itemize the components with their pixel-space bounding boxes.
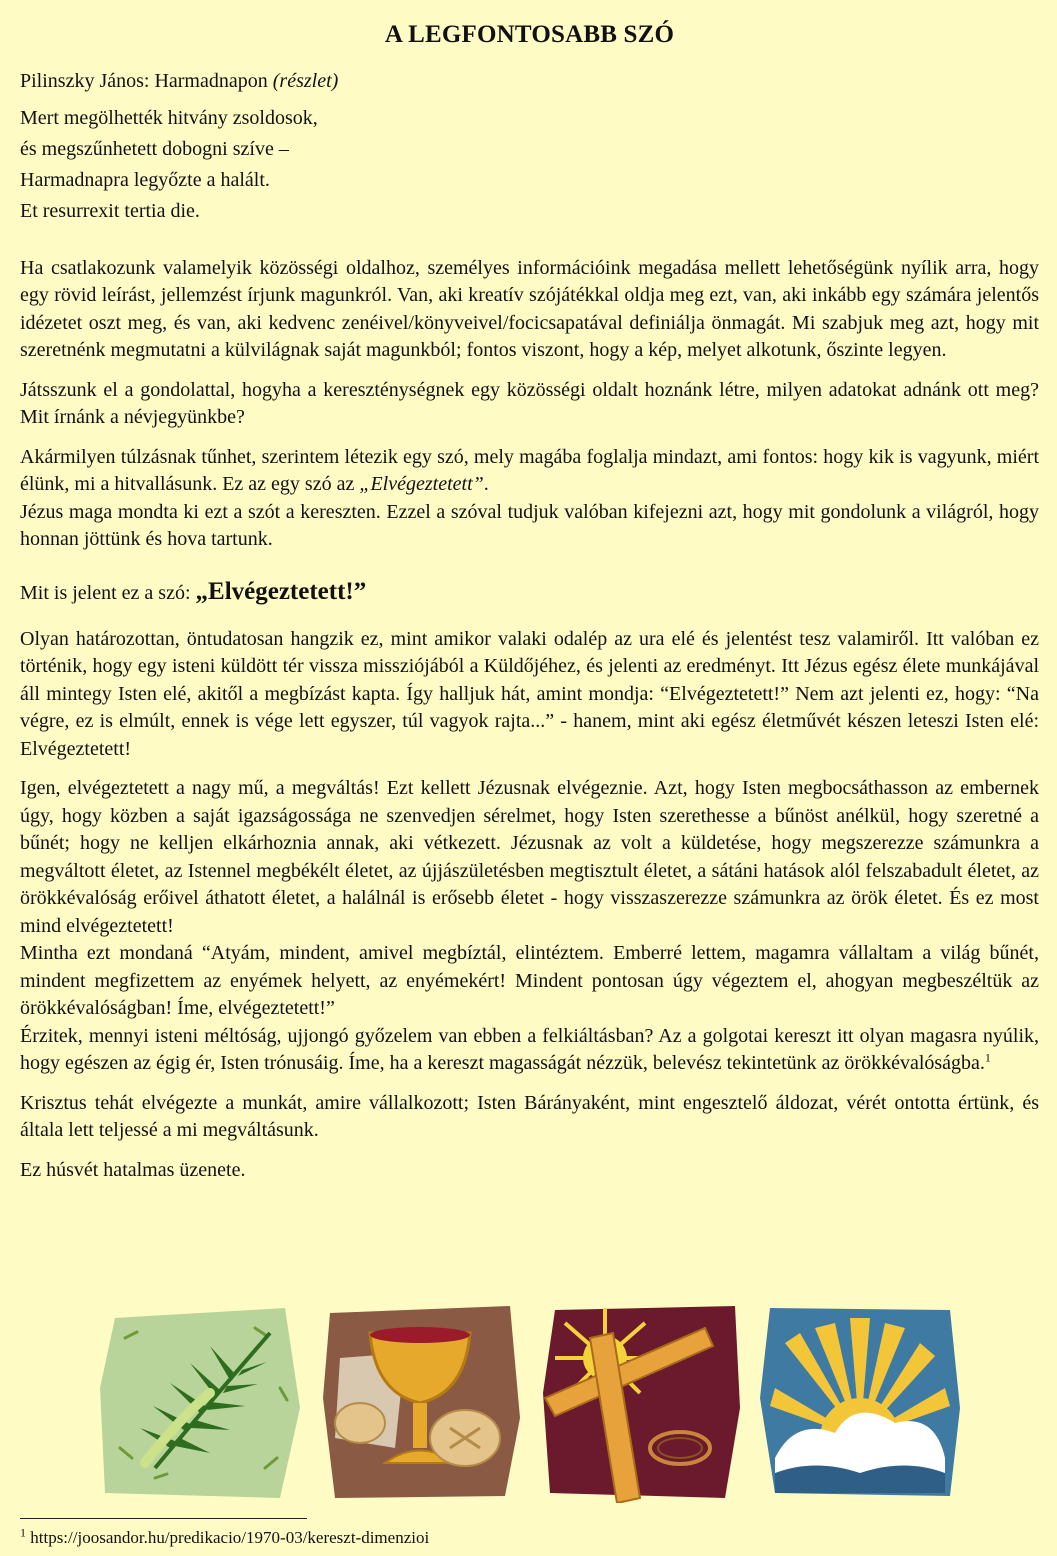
sunrise-clouds-icon	[755, 1298, 965, 1503]
emphasized-word: „Elvégeztetett”	[359, 473, 484, 495]
poem-attribution	[20, 68, 1039, 96]
poem-line: Harmadnapra legyőzte a halált.	[20, 168, 270, 191]
section-heading	[20, 576, 1039, 609]
section-heading-word: „Elvégeztetett!”	[195, 577, 367, 605]
poem-line: és megszűnhetett dobogni szíve –	[20, 137, 289, 160]
paragraph-christ: Krisztus tehát elvégezte a munkát, amire vállalkozott; Isten Bárányaként, mint engesztelő áldozat, vérét ontotta értünk, és általa lett teljessé a mi megváltásunk.	[20, 1091, 1039, 1141]
footnote	[20, 1525, 430, 1548]
poem-line: Et resurrexit tertia die.	[20, 199, 200, 222]
poem-note: (részlet)	[272, 70, 339, 92]
easter-symbols	[95, 1298, 965, 1503]
paragraph-game: Játsszunk el a gondolattal, hogyha a kereszténységnek egy közösségi oldalt hoznánk létre, milyen adatokat adnánk ott meg? Mit írnánk a névjegyünkbe?	[20, 378, 1039, 428]
page-title: A LEGFONTOSABB SZÓ	[384, 21, 675, 48]
poem	[20, 103, 1039, 227]
poem-line: Mert megölhették hitvány zsoldosok,	[20, 106, 318, 129]
section-heading-prefix: Mit is jelent ez a szó:	[20, 581, 196, 604]
footnote-ref: 1	[984, 1050, 991, 1065]
paragraph-social: Ha csatlakozunk valamelyik közösségi oldalhoz, személyes információink megadása mellett lehetőségünk nyílik arra, hogy egy rövid leírást, jellemzést írjunk magunkról. Van, aki kreatív szójátékkal oldja meg ezt, van, aki inkább egy számára jelentős idézetet oszt meg, és van, aki kedvenc zenéivel/könyveivel/focicsapatával definiálja önmagát. Mi szabjuk meg azt, hogy mit szeretnénk megmutatni a külvilágnak saját magunkból; fontos viszont, hogy a kép, melyet alkotunk, őszinte legyen.	[20, 256, 1039, 361]
palm-branch-icon	[95, 1298, 305, 1503]
footnote-divider	[20, 1518, 307, 1519]
paragraph-golgotha	[20, 1023, 1039, 1078]
paragraph-meaning: Olyan határozottan, öntudatosan hangzik ez, mint amikor valaki odalép az ura elé és jelentést tesz valamiről. Itt valóban ez történik, hogy egy isteni küldött tér vissza missziójából a Küldőjéhez, és jelenti az eredményt. Itt Jézus egész élete munkájával áll mintegy Isten elé, akitől a megbízást kapta. Így halljuk hát, amint mondja: “Elvégeztetett!” Nem azt jelenti ez, hogy: “Na végre, ez is elmúlt, ennek is vége lett egyszer, túl vagyok rajta...” - hanem, mint aki egész életművét készen leteszi Isten elé: Elvégeztetett!	[20, 627, 1039, 760]
paragraph-word-end: .	[483, 473, 489, 495]
paragraph-golgotha-text: Érzitek, mennyi isteni méltóság, ujjongó győzelem van ebben a felkiáltásban? Az a golgotai kereszt itt olyan magasra nyúlik, hogy egészen az égig ér, Isten trónusáig. Íme, ha a kereszt magasságát nézzük, belevész tekintetünk az örökkévalóságba.	[20, 1024, 1039, 1074]
paragraph-father: Mintha ezt mondaná “Atyám, mindent, amivel megbíztál, elintéztem. Emberré lettem, magamra vállaltam a világ bűnét, mindent megfizettem az enyémek helyett, az enyémekért! Mindent pontosan úgy végeztem el, ahogyan megbeszéltük az örökkévalóságban! Íme, elvégeztetett!”	[20, 942, 1039, 1019]
footnote-url[interactable]: https://joosandor.hu/predikacio/1970-03/kereszt-dimenzioi	[26, 1528, 430, 1547]
paragraph-easter: Ez húsvét hatalmas üzenete.	[20, 1158, 246, 1181]
chalice-bread-icon	[315, 1298, 525, 1503]
footnote-number: 1	[20, 1525, 26, 1540]
paragraph-redemption: Igen, elvégeztetett a nagy mű, a megváltás! Ezt kellett Jézusnak elvégeznie. Azt, hogy Isten megbocsáthasson az embernek úgy, hogy közben a saját igazságossága ne szenvedjen sérelmet, hogy Isten szerethesse a bűnöst anélkül, hogy szeretné a bűnét; hogy ne kelljen elkárhoznia annak, aki vétkezett. Jézusnak az volt a küldetése, hogy megszerezze számunkra a megváltott életet, az Istennel megbékélt életet, az újjászületésben megtisztult életet, a sátáni hatások alól felszabadult életet, az örökkévalóság erőivel áthatott életet, a halálnál is erősebb életet - hogy visszaszerezze számunkra az örök életet. És ez most mind elvégeztetett!	[20, 777, 1039, 937]
cross-crown-of-thorns-icon	[535, 1298, 745, 1503]
document-page	[20, 0, 1039, 1184]
paragraph-word-text: Akármilyen túlzásnak tűnhet, szerintem létezik egy szó, mely magába foglalja mindazt, ami fontos: hogy kik is vagyunk, miért élünk, mi a hitvallásunk. Ez az egy szó az	[20, 445, 1039, 495]
paragraph-word	[20, 444, 1039, 499]
poem-author-title: Pilinszky János: Harmadnapon	[20, 70, 268, 92]
paragraph-cross: Jézus maga mondta ki ezt a szót a kereszten. Ezzel a szóval tudjuk valóban kifejezni azt, hogy mit gondolunk a világról, hogy honnan jöttünk és hova tartunk.	[20, 500, 1039, 550]
